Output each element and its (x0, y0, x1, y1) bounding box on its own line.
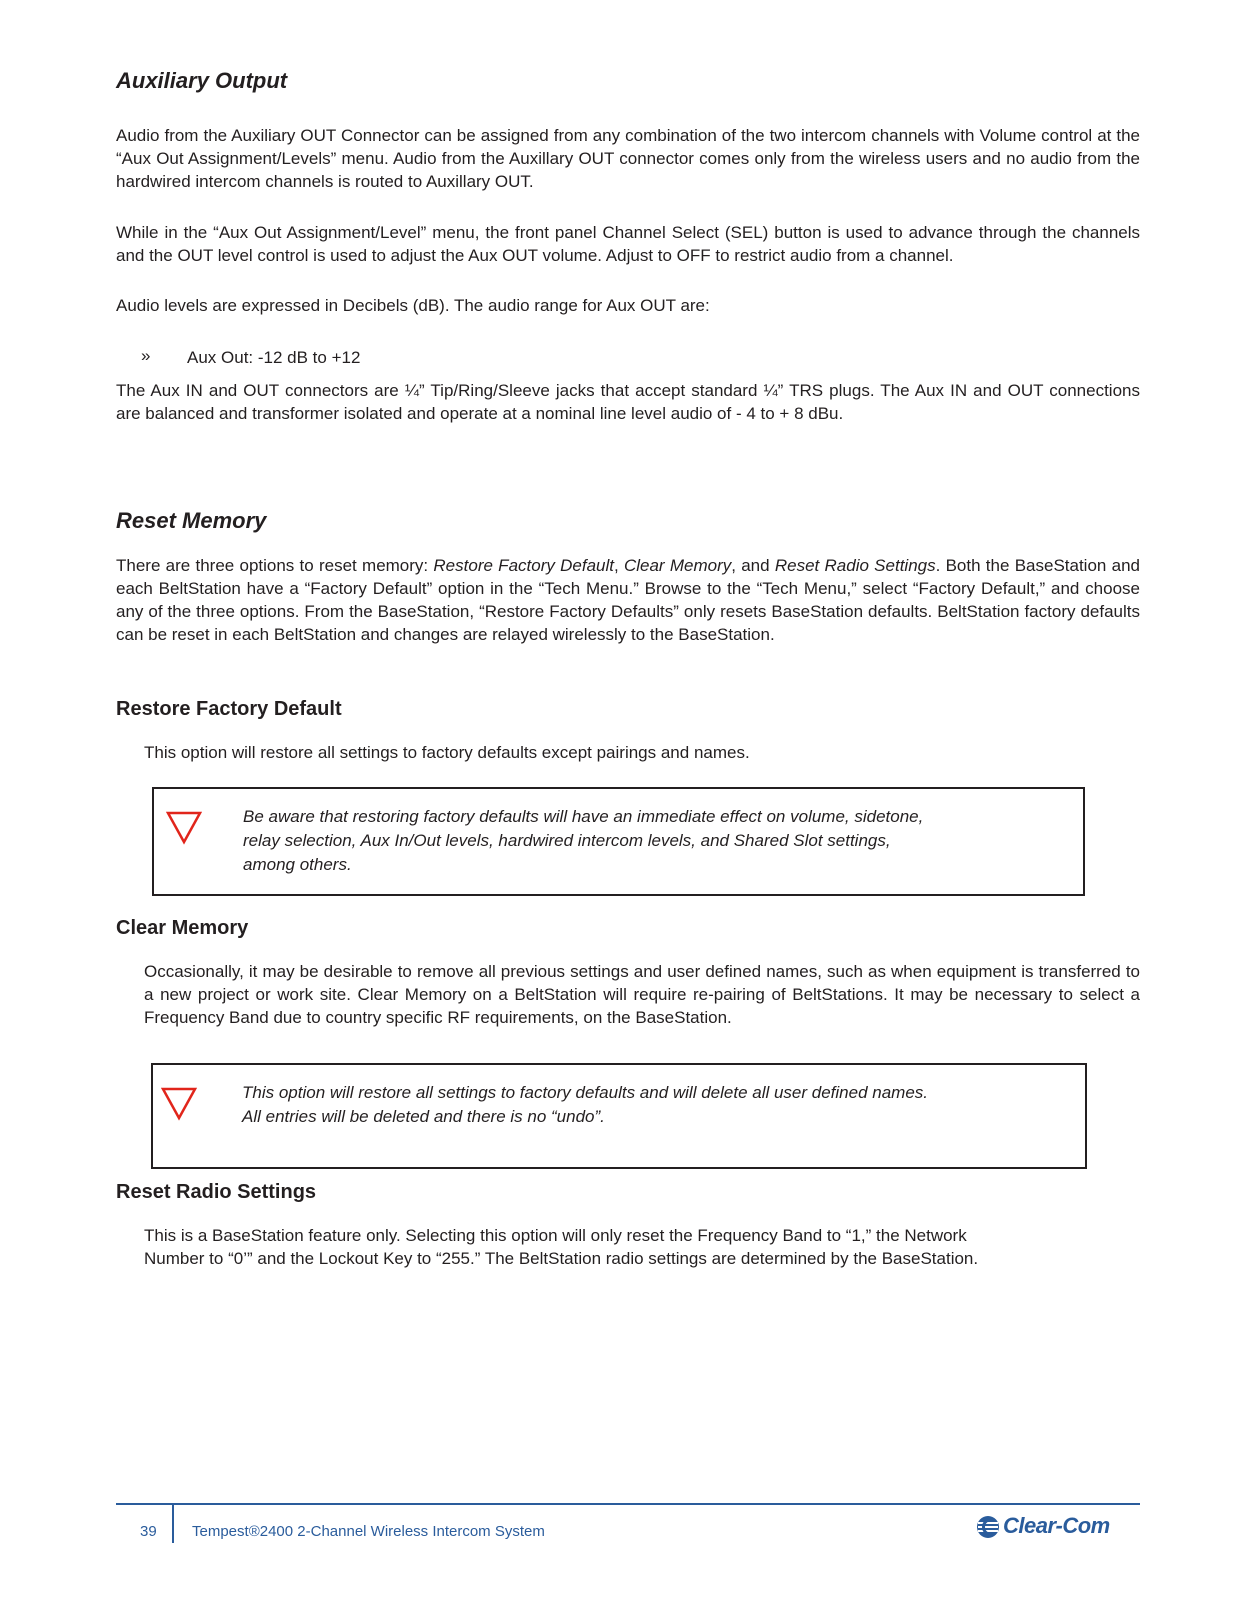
aux-bullet-item: Aux Out: -12 dB to +12 (187, 348, 361, 367)
aux-paragraph-3: Audio levels are expressed in Decibels (dB). The audio range for Aux OUT are: (116, 296, 710, 315)
reset-heading: Reset Memory (116, 508, 267, 533)
aux-paragraph-4: The Aux IN and OUT connectors are ¼” Tip/Ring/Sleeve jacks that accept standard ¼” TRS plugs. The Aux IN and OUT connections are balanced and transformer isolated and operate at a nominal line level audio of - 4 to + 8 dBu. (116, 381, 1140, 423)
aux-paragraph-2: While in the “Aux Out Assignment/Level” menu, the front panel Channel Select (SEL) button is used to advance through the channels and the OUT level control is used to adjust the Aux OUT volume. Adjust to OFF to restrict audio from a channel. (116, 223, 1140, 265)
separator: , and (731, 556, 775, 575)
aux-heading: Auxiliary Output (116, 68, 288, 93)
option-restore-factory-default: Restore Factory Default (433, 556, 614, 575)
bullet-marker: » (141, 346, 151, 365)
restore-heading: Restore Factory Default (116, 698, 342, 720)
clear-warning-box (151, 1063, 1087, 1169)
clear-com-logo (975, 1512, 1115, 1542)
radio-text-line-1: This is a BaseStation feature only. Selecting this option will only reset the Frequency Band to “1,” the Network (144, 1226, 967, 1245)
radio-heading: Reset Radio Settings (116, 1181, 317, 1203)
restore-warning-line-3: among others. (243, 855, 352, 874)
footer-divider (172, 1503, 174, 1543)
restore-text: This option will restore all settings to factory defaults except pairings and names. (144, 743, 750, 762)
aux-paragraph-1: Audio from the Auxiliary OUT Connector can be assigned from any combination of the two intercom channels with Volume control at the “Aux Out Assignment/Levels” menu. Audio from the Auxillary OUT connector comes only from the wireless users and no audio from the hardwired intercom channels is routed to Auxillary OUT. (116, 126, 1140, 191)
clear-com-logo-icon (975, 1514, 1001, 1540)
restore-warning-box (152, 787, 1085, 896)
clear-com-logo-text: Clear-Com (1003, 1513, 1110, 1538)
clear-text: Occasionally, it may be desirable to remove all previous settings and user defined names, such as when equipment is transferred to a new project or work site. Clear Memory on a BeltStation will require re-pairing of BeltStations. It may be necessary to select a Frequency Band due to country specific RF requirements, on the BaseStation. (144, 962, 1140, 1027)
restore-warning-line-2: relay selection, Aux In/Out levels, hardwired intercom levels, and Shared Slot settings, (243, 831, 891, 850)
footer-title: Tempest®2400 2-Channel Wireless Intercom System (192, 1523, 545, 1540)
radio-text (144, 1224, 1140, 1270)
reset-intro-paragraph (116, 554, 1140, 646)
clear-warning-line-2: All entries will be deleted and there is no “undo”. (242, 1107, 605, 1126)
clear-warning-text (242, 1081, 928, 1129)
restore-warning-line-1: Be aware that restoring factory defaults will have an immediate effect on volume, sidetone, (243, 807, 924, 826)
option-clear-memory: Clear Memory (623, 556, 732, 575)
option-reset-radio-settings: Reset Radio Settings (774, 556, 936, 575)
restore-warning-text (243, 805, 923, 877)
warning-triangle-icon (166, 811, 202, 845)
clear-warning-line-1: This option will restore all settings to factory defaults and will delete all user defined names. (242, 1083, 929, 1102)
reset-intro-text-rest: . Both the BaseStation and each BeltStation have a “Factory Default” option in the “Tech Menu.” Browse to the “Tech Menu,” select “Factory Default,” and choose any of the three options. From the BaseStation, “Restore Factory Defaults” only resets BaseStation defaults. BeltStation factory defaults can be reset in each BeltStation and changes are relayed wirelessly to the BaseStation. (116, 556, 1140, 644)
clear-heading: Clear Memory (116, 917, 249, 939)
page-number: 39 (140, 1523, 157, 1540)
reset-intro-text: There are three options to reset memory: (116, 556, 434, 575)
separator: , (613, 556, 624, 575)
footer-rule (116, 1503, 1140, 1505)
radio-text-line-2: Number to “0’” and the Lockout Key to “255.” The BeltStation radio settings are determined by the BaseStation. (144, 1249, 979, 1268)
warning-triangle-icon (161, 1087, 197, 1121)
